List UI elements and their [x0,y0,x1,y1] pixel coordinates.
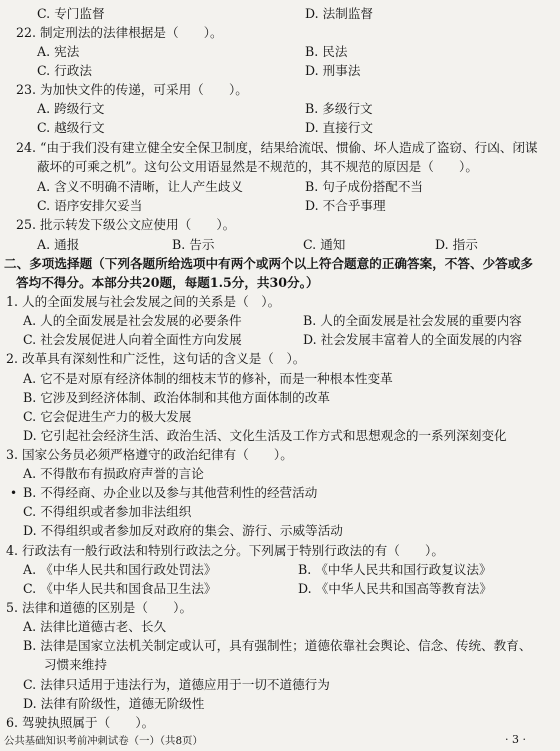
text-line: 24. “由于我们没有建立健全安全保卫制度，结果给流氓、惯偷、坏人造成了盗窃、行凶、闭谋 [16,140,538,155]
text-line: D. 不合乎事理 [305,198,386,213]
text-line: C. 通知 [303,237,346,252]
text-line: A. 含义不明确不清晰，让人产生歧义 [37,179,244,194]
text-line: A. 宪法 [37,44,80,59]
text-line: A. 跨级行文 [37,101,105,116]
text-line: 22. 制定刑法的法律根据是（ ）。 [16,25,223,40]
text-line: 5. 法律和道德的区别是（ ）。 [6,600,193,615]
text-line: A. 它不是对原有经济体制的细枝末节的修补，而是一种根本性变革 [23,371,393,386]
text-line: 25. 批示转发下级公文应使用（ ）。 [16,217,236,232]
text-line: C. 语序安排欠妥当 [37,198,143,213]
text-line: A. 人的全面发展是社会发展的必要条件 [23,313,242,328]
text-line: 6. 驾驶执照属于（ ）。 [6,715,155,730]
text-line: D. 刑事法 [305,63,361,78]
page-footer-title: 公共基础知识考前冲刺试卷（一）（共8页） [4,735,203,747]
page-number: · 3 · [505,733,526,746]
text-line: D. 不得组织或者参加反对政府的集会、游行、示威等活动 [23,523,343,538]
text-line: 23. 为加快文件的传递，可采用（ ）。 [16,82,248,97]
text-line: C. 法律只适用于违法行为，道德应用于一切不道德行为 [23,677,330,692]
text-line: 答均不得分。本部分共20题，每题1.5分，共30分。） [16,275,319,290]
text-line: C. 专门监督 [37,6,105,21]
text-line: 1. 人的全面发展与社会发展之间的关系是（ ）。 [6,294,281,309]
text-line: D. 社会发展丰富着人的全面发展的内容 [303,332,523,347]
text-line: D. 《中华人民共和国高等教育法》 [298,581,492,596]
text-line: A. 不得散布有损政府声誉的言论 [23,466,204,481]
text-line: C. 《中华人民共和国食品卫生法》 [23,581,217,596]
text-line: A. 法律比道德古老、长久 [23,619,167,634]
text-line: B. 《中华人民共和国行政复议法》 [298,562,492,577]
text-line: B. 它涉及到经济体制、政治体制和其他方面体制的改革 [23,390,330,405]
text-line: D. 指示 [435,237,478,252]
text-line: B. 民法 [305,44,348,59]
text-line: B. 不得经商、办企业以及参与其他营利性的经营活动 [23,485,318,500]
text-line: C. 越级行文 [37,120,105,135]
text-line: 3. 国家公务员必须严格遵守的政治纪律有（ ）。 [6,447,293,462]
text-line: C. 不得组织或者参加非法组织 [23,504,192,519]
text-line: B. 多级行文 [305,101,373,116]
margin-bullet-mark: • [10,486,18,500]
text-line: 2. 改革具有深刻性和广泛性，这句话的含义是（ ）。 [6,351,306,366]
text-line: 习惯来维持 [44,657,107,672]
text-line: C. 它会促进生产力的极大发展 [23,409,192,424]
text-line: D. 直接行文 [305,120,374,135]
text-line: B. 告示 [172,237,215,252]
text-line: A. 《中华人民共和国行政处罚法》 [23,562,217,577]
text-line: B. 人的全面发展是社会发展的重要内容 [303,313,522,328]
text-line: D. 法制监督 [305,6,374,21]
text-line: 4. 行政法有一般行政法和特别行政法之分。下列属于特别行政法的有（ ）。 [6,543,444,558]
text-line: B. 句子成份搭配不当 [305,179,424,194]
text-line: C. 行政法 [37,63,92,78]
text-line: D. 它引起社会经济生活、政治生活、文化生活及工作方式和思想观念的一系列深刻变化 [23,428,507,443]
text-line: 蔽坏的可乘之机”。这句公文用语显然是不规范的，其不规范的原因是（ ）。 [37,159,478,174]
text-line: B. 法律是国家立法机关制定或认可，具有强制性；道德依靠社会舆论、信念、传统、教育、 [23,638,532,653]
text-line: D. 法律有阶级性，道德无阶级性 [23,696,205,711]
text-line: 二、多项选择题（下列各题所给选项中有两个或两个以上符合题意的正确答案，不答、少答或多 [4,256,533,271]
text-line: C. 社会发展促进人向着全面性方向发展 [23,332,242,347]
text-line: A. 通报 [37,237,80,252]
